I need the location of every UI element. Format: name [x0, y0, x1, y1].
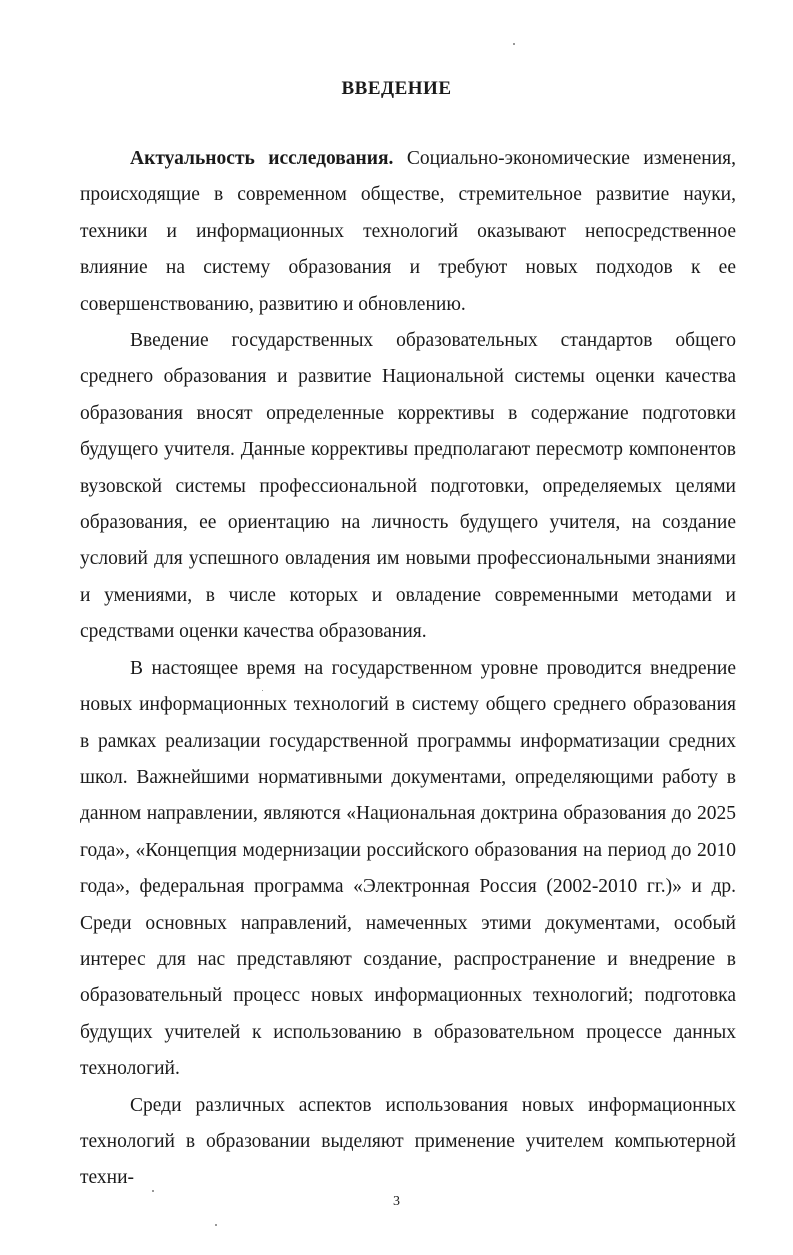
paragraph-standards: Введение государственных образовательных стандартов общего среднего образования и развитие Национальной системы оценки качества образования вносят определенные коррективы в содержание подготовки будущего учителя. Данные коррективы предполагают пересмотр компонентов вузовской системы профессиональной подготовки, определяемых целями образования, ее ориентацию на личность будущего учителя, на создание условий для успешного овладения им новыми профессиональными знаниями и умениями, в числе которых и овладение современными методами и средствами оценки качества образования. [80, 330, 736, 643]
paragraph-state-level: В настоящее время на государственном уровне проводится внедрение новых информационных технологий в систему общего среднего образования в рамках реализации государственной программы информатизации средних школ. Важнейшими нормативными документами, определяющими работу в данном направлении, являются «Национальная доктрина образования до 2025 года», «Концепция модернизации российского образования на период до 2010 года», федеральная программа «Электронная Россия (2002-2010 гг.)» и др. Среди основных направлений, намеченных этими документами, особый интерес для нас представляют создание, распространение и внедрение в образовательный процесс новых информационных технологий; подготовка будущих учителей к использованию в образовательном процессе данных технологий. [80, 657, 736, 1080]
paragraph-text: Социально-экономические изменения, происходящие в современном обществе, стремительное развитие науки, техники и информационных технологий оказывают непосредственное влияние на систему образования и требуют новых подходов к ее совершенствованию, развитию и обновлению. [80, 148, 737, 315]
paragraph-relevance [80, 141, 736, 323]
scan-speck [513, 43, 515, 45]
paragraph-lead: Актуальность исследования. [130, 148, 394, 169]
paragraph-aspects: Среди различных аспектов использования новых информационных технологий в образовании выделяют применение учителем компьютерной техни- [80, 1094, 736, 1189]
body-text [80, 141, 736, 1197]
scan-speck [215, 1224, 217, 1226]
scan-speck [262, 690, 263, 691]
scan-speck [152, 1190, 154, 1192]
section-heading: ВВЕДЕНИЕ [341, 78, 452, 99]
page-number: 3 [393, 1194, 400, 1209]
